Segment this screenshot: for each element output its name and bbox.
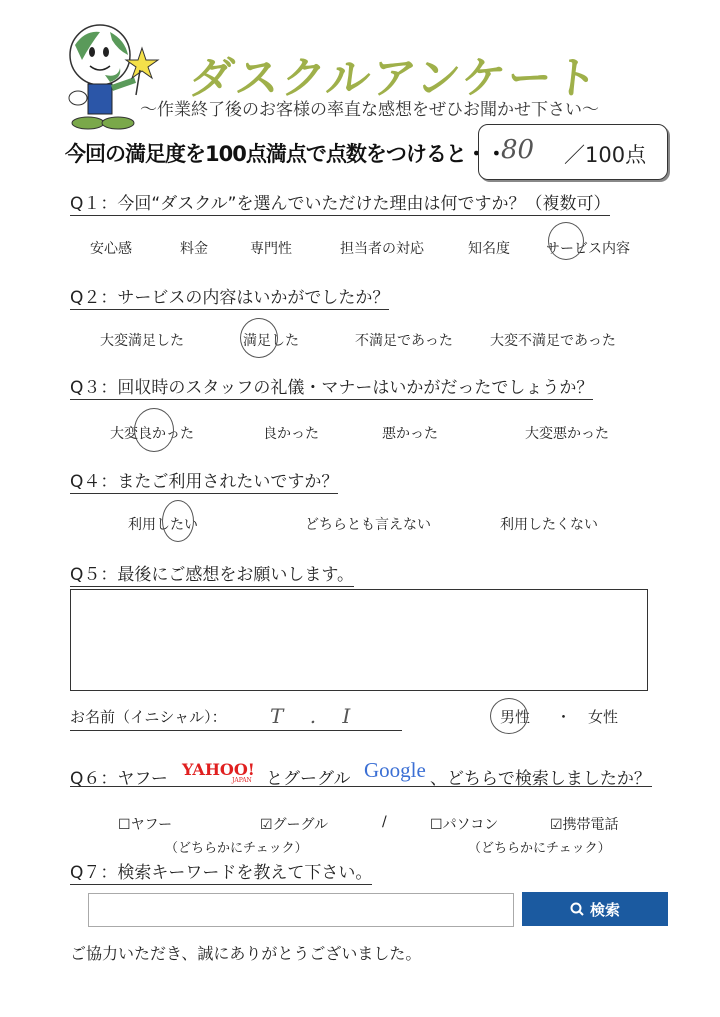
separator: /	[382, 814, 387, 830]
q2-option-selected[interactable]: 満足した	[243, 333, 299, 349]
q6-hint: （どちらかにチェック）	[165, 841, 308, 856]
q4-option[interactable]: 利用したくない	[500, 517, 598, 533]
q6-device-option-checked[interactable]: ☑携帯電話	[550, 817, 619, 833]
q2-option[interactable]: 大変不満足であった	[490, 333, 616, 349]
selection-circle-mark	[490, 698, 531, 734]
q6-engine-option-checked[interactable]: ☑グーグル	[260, 817, 329, 833]
survey-title: ダスクルアンケート	[186, 53, 603, 104]
q1-option[interactable]: 安心感	[90, 241, 132, 257]
name-value: T . I	[270, 704, 361, 728]
option-label: パソコン	[442, 817, 499, 833]
q1-option[interactable]: 担当者の対応	[340, 241, 424, 257]
yahoo-logo-sub: JAPAN	[232, 777, 252, 784]
option-label: ヤフー	[130, 817, 173, 833]
selection-circle-mark	[162, 500, 194, 542]
q1-option[interactable]: 料金	[180, 241, 208, 257]
selection-circle-mark	[240, 318, 278, 358]
score-question: 今回の満足度を100点満点で点数をつけると・・	[65, 142, 506, 166]
q3-option[interactable]: 良かった	[263, 426, 319, 442]
search-icon	[570, 902, 584, 916]
search-keyword-input[interactable]	[88, 893, 514, 927]
q4-option-selected[interactable]: 利用したい	[128, 517, 198, 533]
q1-option[interactable]: 専門性	[250, 241, 292, 257]
selection-circle-mark	[134, 408, 174, 452]
q6-device-option[interactable]: ☐パソコン	[430, 817, 499, 833]
q6-hint: （どちらかにチェック）	[468, 841, 611, 856]
q6-label-mid: とグーグル	[266, 769, 351, 789]
q2-label: Q２：サービスの内容はいかがでしたか？	[70, 283, 389, 310]
q1-option-selected[interactable]: サービス内容	[546, 241, 630, 257]
q3-option[interactable]: 大変悪かった	[525, 426, 609, 442]
name-field[interactable]	[70, 704, 402, 731]
q6-label-suffix: 、どちらで検索しましたか？	[430, 769, 651, 789]
q6-engine-option[interactable]: ☐ヤフー	[118, 817, 173, 833]
q6-label-prefix: Q６：ヤフー	[70, 769, 168, 789]
selection-circle-mark	[548, 222, 584, 260]
google-logo: Google	[364, 758, 426, 782]
q2-option[interactable]: 大変満足した	[100, 333, 184, 349]
score-suffix: ／100点	[564, 143, 647, 167]
option-label: 携帯電話	[562, 817, 619, 833]
q4-label: Q４：またご利用されたいですか？	[70, 467, 338, 494]
q7-label: Q７：検索キーワードを教えて下さい。	[70, 858, 372, 885]
search-button-label: 検索	[589, 900, 620, 919]
thanks-message: ご協力いただき、誠にありがとうございました。	[70, 944, 422, 963]
comment-box[interactable]	[70, 589, 648, 691]
score-value: 80	[501, 135, 535, 165]
q6-label	[70, 760, 652, 787]
yahoo-logo: YAHOO!	[182, 760, 255, 779]
gender-option-selected[interactable]: 男性	[500, 708, 531, 726]
score-box[interactable]	[478, 124, 668, 180]
search-button[interactable]	[522, 892, 668, 926]
q3-option-selected[interactable]: 大変良かった	[110, 426, 194, 442]
q2-option[interactable]: 不満足であった	[355, 333, 453, 349]
option-label: グーグル	[272, 817, 329, 833]
q4-option[interactable]: どちらとも言えない	[305, 517, 431, 533]
q5-label: Q５：最後にご感想をお願いします。	[70, 560, 354, 587]
name-label: お名前（イニシャル）：	[70, 708, 227, 726]
survey-subtitle: 〜作業終了後のお客様の率直な感想をぜひお聞かせ下さい〜	[140, 100, 599, 120]
q1-label: Q１：今回“ダスクル”を選んでいただけた理由は何ですか？（複数可）	[70, 189, 610, 216]
q3-option[interactable]: 悪かった	[382, 426, 438, 442]
q3-label: Q３：回収時のスタッフの礼儀・マナーはいかがだったでしょうか？	[70, 373, 593, 400]
q1-option[interactable]: 知名度	[468, 241, 510, 257]
gender-separator: ・	[556, 708, 572, 726]
gender-option[interactable]: 女性	[588, 708, 619, 726]
